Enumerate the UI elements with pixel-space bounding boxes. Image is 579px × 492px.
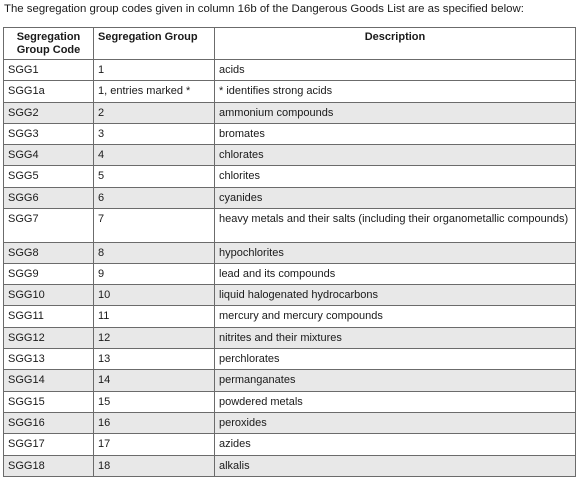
cell-description: alkalis — [215, 455, 576, 476]
table-row — [4, 370, 576, 391]
cell-description: powdered metals — [215, 391, 576, 412]
cell-code: SGG18 — [4, 455, 94, 476]
cell-description: lead and its compounds — [215, 263, 576, 284]
cell-description: bromates — [215, 123, 576, 144]
table-row — [4, 242, 576, 263]
cell-description: permanganates — [215, 370, 576, 391]
cell-code: SGG3 — [4, 123, 94, 144]
table-row — [4, 327, 576, 348]
cell-code: SGG5 — [4, 166, 94, 187]
table-row — [4, 166, 576, 187]
cell-code: SGG14 — [4, 370, 94, 391]
header-code-line-1: Segregation — [16, 31, 81, 43]
table-row — [4, 434, 576, 455]
cell-code: SGG10 — [4, 285, 94, 306]
cell-group: 6 — [94, 187, 215, 208]
cell-code: SGG11 — [4, 306, 94, 327]
cell-code: SGG7 — [4, 209, 94, 243]
cell-code: SGG16 — [4, 412, 94, 433]
cell-description: * identifies strong acids — [215, 81, 576, 102]
table-row — [4, 145, 576, 166]
intro-text: The segregation group codes given in column 16b of the Dangerous Goods List are as specified below: — [4, 3, 524, 15]
cell-group: 7 — [94, 209, 215, 243]
table-row — [4, 391, 576, 412]
cell-code: SGG1 — [4, 60, 94, 81]
table-row — [4, 60, 576, 81]
cell-group: 8 — [94, 242, 215, 263]
header-code-line-2: Group Code — [16, 43, 81, 56]
cell-group: 18 — [94, 455, 215, 476]
cell-code: SGG17 — [4, 434, 94, 455]
cell-group: 12 — [94, 327, 215, 348]
cell-group: 3 — [94, 123, 215, 144]
header-segregation-group-code — [4, 28, 94, 60]
cell-code: SGG1a — [4, 81, 94, 102]
table-row — [4, 123, 576, 144]
cell-code: SGG2 — [4, 102, 94, 123]
cell-description: liquid halogenated hydrocarbons — [215, 285, 576, 306]
cell-group: 16 — [94, 412, 215, 433]
table-row — [4, 349, 576, 370]
cell-description: nitrites and their mixtures — [215, 327, 576, 348]
cell-description: chlorates — [215, 145, 576, 166]
cell-code: SGG12 — [4, 327, 94, 348]
cell-description: hypochlorites — [215, 242, 576, 263]
cell-group: 5 — [94, 166, 215, 187]
cell-code: SGG6 — [4, 187, 94, 208]
cell-code: SGG13 — [4, 349, 94, 370]
table-row — [4, 455, 576, 476]
cell-description: chlorites — [215, 166, 576, 187]
cell-group: 15 — [94, 391, 215, 412]
table-row — [4, 306, 576, 327]
cell-group: 11 — [94, 306, 215, 327]
cell-code: SGG9 — [4, 263, 94, 284]
segregation-group-table — [3, 27, 576, 477]
cell-code: SGG15 — [4, 391, 94, 412]
cell-group: 2 — [94, 102, 215, 123]
table-row — [4, 412, 576, 433]
cell-group: 1 — [94, 60, 215, 81]
cell-code: SGG8 — [4, 242, 94, 263]
table-body — [4, 60, 576, 477]
cell-description: ammonium compounds — [215, 102, 576, 123]
cell-description: perchlorates — [215, 349, 576, 370]
cell-group: 17 — [94, 434, 215, 455]
cell-group: 13 — [94, 349, 215, 370]
cell-description: azides — [215, 434, 576, 455]
cell-group: 14 — [94, 370, 215, 391]
cell-description: heavy metals and their salts (including their organometallic compounds) — [215, 209, 576, 243]
cell-group: 1, entries marked * — [94, 81, 215, 102]
table-row — [4, 285, 576, 306]
cell-group: 10 — [94, 285, 215, 306]
table-row — [4, 209, 576, 243]
header-segregation-group: Segregation Group — [94, 28, 215, 60]
table-row — [4, 263, 576, 284]
table-row — [4, 102, 576, 123]
table-row — [4, 187, 576, 208]
cell-code: SGG4 — [4, 145, 94, 166]
cell-description: cyanides — [215, 187, 576, 208]
cell-description: mercury and mercury compounds — [215, 306, 576, 327]
cell-group: 4 — [94, 145, 215, 166]
header-description: Description — [215, 28, 576, 60]
table-header-row — [4, 28, 576, 60]
cell-description: peroxides — [215, 412, 576, 433]
cell-group: 9 — [94, 263, 215, 284]
cell-description: acids — [215, 60, 576, 81]
table-row — [4, 81, 576, 102]
